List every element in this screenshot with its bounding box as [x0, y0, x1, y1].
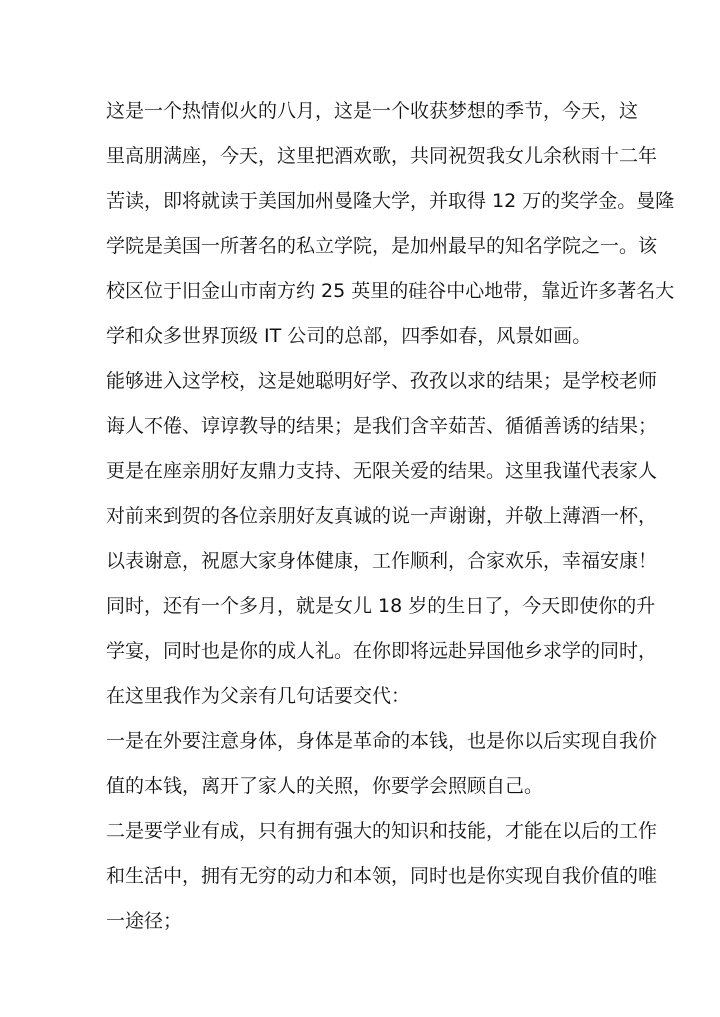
text-line: 在这里我作为父亲有几句话要交代：: [106, 685, 411, 707]
text-line: 校区位于旧金山市南方约 25 英里的硅谷中心地带，靠近许多著名大: [106, 280, 675, 302]
text-line: 值的本钱，离开了家人的关照，你要学会照顾自己。: [106, 775, 544, 797]
text-line: 学和众多世界顶级 IT 公司的总部，四季如春，风景如画。: [106, 325, 592, 347]
text-line: 同时，还有一个多月，就是女儿 18 岁的生日了，今天即使你的升: [106, 595, 656, 617]
text-line: 这是一个热情似火的八月，这是一个收获梦想的季节，今天，这: [106, 100, 639, 122]
text-line: 以表谢意，祝愿大家身体健康，工作顺利，合家欢乐，幸福安康！: [106, 550, 658, 572]
text-line: 能够进入这学校，这是她聪明好学、孜孜以求的结果；是学校老师: [106, 370, 658, 392]
text-line: 对前来到贺的各位亲朋好友真诚的说一声谢谢，并敬上薄酒一杯，: [106, 505, 658, 527]
text-line: 一是在外要注意身体，身体是革命的本钱，也是你以后实现自我价: [106, 730, 658, 752]
text-line: 更是在座亲朋好友鼎力支持、无限关爱的结果。这里我谨代表家人: [106, 460, 658, 482]
text-line: 学院是美国一所著名的私立学院，是加州最早的知名学院之一。该: [106, 235, 658, 257]
text-line: 和生活中，拥有无穷的动力和本领，同时也是你实现自我价值的唯: [106, 865, 658, 887]
text-line: 里高朋满座，今天，这里把酒欢歌，共同祝贺我女儿余秋雨十二年: [106, 145, 658, 167]
text-line: 苦读，即将就读于美国加州曼隆大学，并取得 12 万的奖学金。曼隆: [106, 190, 675, 212]
text-line: 学宴，同时也是你的成人礼。在你即将远赴异国他乡求学的同时，: [106, 640, 658, 662]
text-line: 二是要学业有成，只有拥有强大的知识和技能，才能在以后的工作: [106, 820, 658, 842]
text-line: 诲人不倦、谆谆教导的结果；是我们含辛茹苦、循循善诱的结果；: [106, 415, 658, 437]
text-line: 一途径；: [106, 910, 183, 932]
